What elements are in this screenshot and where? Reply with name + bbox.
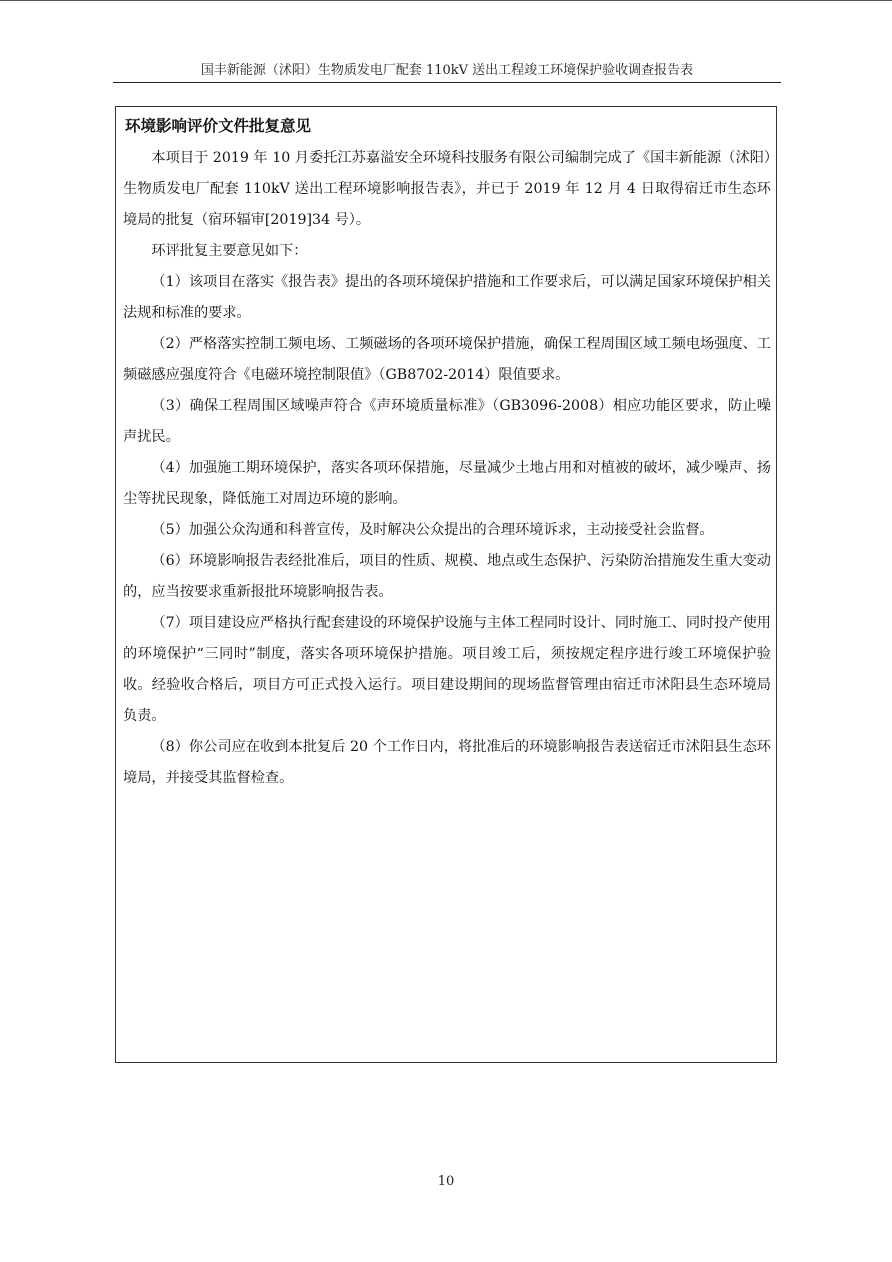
paragraph-lead: 环评批复主要意见如下： — [151, 243, 308, 259]
approval-opinion-box — [115, 106, 777, 1063]
opinion-item-3: （3）确保工程周围区域噪声符合《声环境质量标准》（GB3096-2008）相应功能区要求，防止噪声扰民。 — [123, 398, 771, 445]
approval-content — [123, 143, 771, 794]
header-rule — [113, 82, 781, 83]
opinion-item-4: （4）加强施工期环境保护，落实各项环保措施，尽量减少土地占用和对植被的破坏，减少噪声、扬尘等扰民现象，降低施工对周边环境的影响。 — [123, 460, 771, 507]
running-header: 国丰新能源（沭阳）生物质发电厂配套 110kV 送出工程竣工环境保护验收调查报告表 — [200, 63, 694, 78]
opinion-item-7: （7）项目建设应严格执行配套建设的环境保护设施与主体工程同时设计、同时施工、同时投产使用的环境保护“三同时”制度，落实各项环境保护措施。项目竣工后，须按规定程序进行竣工环境保护验收。经验收合格后，项目方可正式投入运行。项目建设期间的现场监督管理由宿迁市沭阳县生态环境局负责。 — [123, 615, 771, 724]
page-number: 10 — [437, 1174, 455, 1189]
opinion-item-6: （6）环境影响报告表经批准后，项目的性质、规模、地点或生态保护、污染防治措施发生重大变动的，应当按要求重新报批环境影响报告表。 — [123, 553, 771, 600]
paragraph-intro: 本项目于 2019 年 10 月委托江苏嘉溢安全环境科技服务有限公司编制完成了《国丰新能源（沭阳）生物质发电厂配套 110kV 送出工程环境影响报告表》，并已于 2019 年 12 月 4 日取得宿迁市生态环境局的批复（宿环辐审[2019]34 号）。 — [123, 150, 771, 228]
opinion-item-2: （2）严格落实控制工频电场、工频磁场的各项环境保护措施，确保工程周围区域工频电场强度、工频磁感应强度符合《电磁环境控制限值》（GB8702-2014）限值要求。 — [123, 336, 771, 383]
opinion-item-8: （8）你公司应在收到本批复后 20 个工作日内，将批准后的环境影响报告表送宿迁市沭阳县生态环境局，并接受其监督检查。 — [123, 739, 771, 786]
opinion-item-5: （5）加强公众沟通和科普宣传，及时解决公众提出的合理环境诉求，主动接受社会监督。 — [151, 522, 714, 538]
opinion-item-1: （1）该项目在落实《报告表》提出的各项环境保护措施和工作要求后，可以满足国家环境保护相关法规和标准的要求。 — [123, 274, 771, 321]
top-border-line — [0, 0, 892, 1]
section-title: 环境影响评价文件批复意见 — [125, 116, 312, 135]
